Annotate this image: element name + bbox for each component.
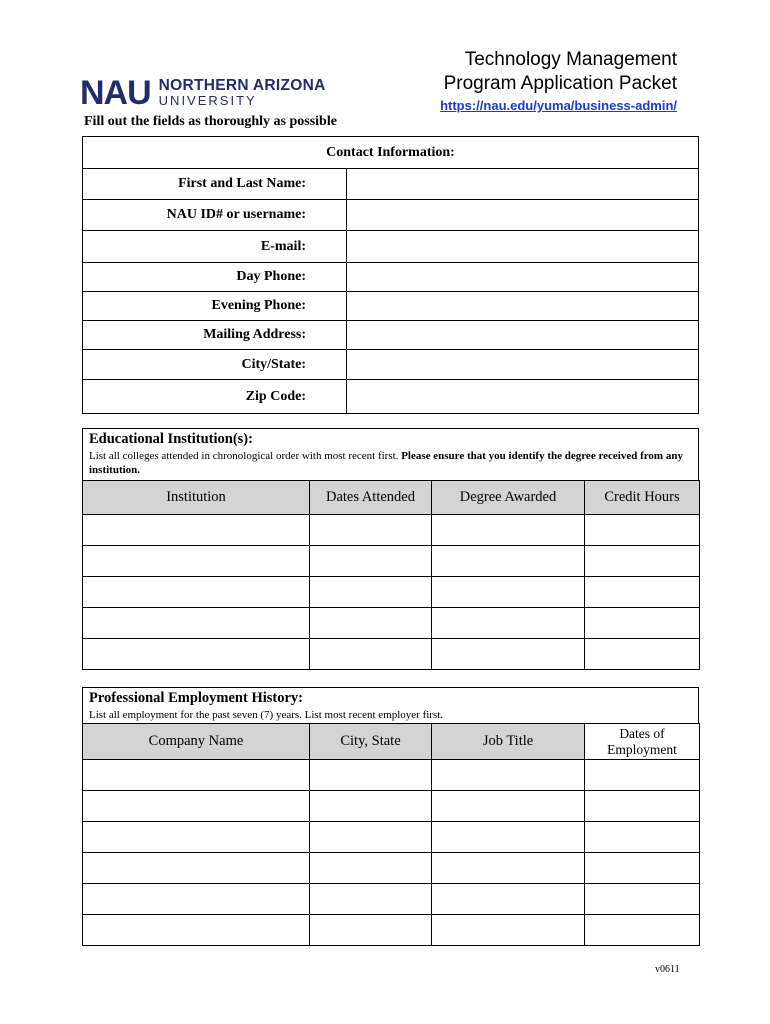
- zip-input[interactable]: [347, 380, 699, 414]
- col-dates-attended: Dates Attended: [310, 481, 432, 515]
- table-cell[interactable]: [83, 639, 310, 670]
- table-row: [83, 608, 700, 639]
- contact-heading: Contact Information:: [83, 137, 699, 169]
- title-line2: Program Application Packet: [443, 73, 677, 94]
- name-input[interactable]: [347, 169, 699, 200]
- employment-table: [82, 723, 700, 946]
- table-cell[interactable]: [585, 608, 700, 639]
- table-cell[interactable]: [83, 822, 310, 853]
- table-cell[interactable]: [585, 515, 700, 546]
- education-section: [82, 428, 699, 482]
- nau-id-input[interactable]: [347, 200, 699, 231]
- table-row: [83, 639, 700, 670]
- table-cell[interactable]: [310, 853, 432, 884]
- table-cell[interactable]: [310, 791, 432, 822]
- intro-text: Fill out the fields as thoroughly as possible: [84, 114, 337, 129]
- table-cell[interactable]: [83, 608, 310, 639]
- logo-text: [159, 78, 326, 108]
- table-cell[interactable]: [83, 791, 310, 822]
- table-cell[interactable]: [310, 915, 432, 946]
- table-cell[interactable]: [83, 546, 310, 577]
- logo-line2: UNIVERSITY: [158, 93, 257, 109]
- mailing-address-input[interactable]: [347, 321, 699, 350]
- table-row: [83, 577, 700, 608]
- table-cell[interactable]: [585, 639, 700, 670]
- program-link[interactable]: https://nau.edu/yuma/business-admin/: [440, 98, 677, 113]
- table-row: [83, 822, 700, 853]
- table-cell[interactable]: [83, 884, 310, 915]
- field-label: Zip Code:: [83, 380, 347, 414]
- table-cell[interactable]: [432, 915, 585, 946]
- table-cell[interactable]: [310, 822, 432, 853]
- table-row: [83, 884, 700, 915]
- table-cell[interactable]: [585, 884, 700, 915]
- table-cell[interactable]: [310, 639, 432, 670]
- table-cell[interactable]: [432, 639, 585, 670]
- table-row: [83, 760, 700, 791]
- field-label: Evening Phone:: [83, 292, 347, 321]
- table-cell[interactable]: [83, 577, 310, 608]
- col-company-name: Company Name: [83, 724, 310, 760]
- col-degree-awarded: Degree Awarded: [432, 481, 585, 515]
- table-cell[interactable]: [432, 546, 585, 577]
- table-cell[interactable]: [585, 791, 700, 822]
- table-cell[interactable]: [310, 884, 432, 915]
- table-cell[interactable]: [310, 760, 432, 791]
- nau-logo: [80, 76, 326, 110]
- col-dates-of-employment: Dates of Employment: [585, 724, 700, 760]
- table-cell[interactable]: [83, 760, 310, 791]
- table-cell[interactable]: [83, 915, 310, 946]
- table-cell[interactable]: [432, 760, 585, 791]
- field-label: Day Phone:: [83, 263, 347, 292]
- employment-instruction: List all employment for the past seven (7) years. List most recent employer first.: [89, 709, 444, 721]
- table-row: [83, 515, 700, 546]
- logo-line1: NORTHERN ARIZONA: [158, 77, 326, 95]
- table-cell[interactable]: [83, 853, 310, 884]
- table-cell[interactable]: [310, 515, 432, 546]
- col-institution: Institution: [83, 481, 310, 515]
- education-table: [82, 480, 700, 670]
- col-job-title: Job Title: [432, 724, 585, 760]
- field-label: Mailing Address:: [83, 321, 347, 350]
- page-title: [440, 48, 677, 116]
- table-row: [83, 791, 700, 822]
- evening-phone-input[interactable]: [347, 292, 699, 321]
- logo-mark: NAU: [80, 74, 151, 112]
- table-cell[interactable]: [432, 822, 585, 853]
- table-cell[interactable]: [432, 853, 585, 884]
- city-state-input[interactable]: [347, 350, 699, 380]
- field-label: NAU ID# or username:: [83, 200, 347, 231]
- table-cell[interactable]: [432, 577, 585, 608]
- field-label: City/State:: [83, 350, 347, 380]
- day-phone-input[interactable]: [347, 263, 699, 292]
- table-cell[interactable]: [432, 791, 585, 822]
- col-credit-hours: Credit Hours: [585, 481, 700, 515]
- col-city-state: City, State: [310, 724, 432, 760]
- table-row: [83, 546, 700, 577]
- table-cell[interactable]: [432, 515, 585, 546]
- field-label: First and Last Name:: [83, 169, 347, 200]
- field-label: E-mail:: [83, 231, 347, 263]
- table-cell[interactable]: [310, 608, 432, 639]
- table-cell[interactable]: [310, 546, 432, 577]
- table-cell[interactable]: [585, 546, 700, 577]
- title-line1: Technology Management: [464, 49, 677, 70]
- table-cell[interactable]: [432, 884, 585, 915]
- email-input[interactable]: [347, 231, 699, 263]
- version-label: v0611: [655, 964, 680, 975]
- employment-title: Professional Employment History:: [89, 690, 303, 706]
- table-row: [83, 915, 700, 946]
- table-cell[interactable]: [432, 608, 585, 639]
- table-row: [83, 853, 700, 884]
- table-cell[interactable]: [585, 822, 700, 853]
- education-instruction: List all colleges attended in chronological order with most recent first. Please ensure that you identify the degree received from any institution.: [89, 450, 683, 476]
- table-cell[interactable]: [83, 515, 310, 546]
- table-cell[interactable]: [585, 915, 700, 946]
- table-cell[interactable]: [585, 853, 700, 884]
- education-title: Educational Institution(s):: [89, 431, 253, 447]
- contact-table: [82, 136, 699, 414]
- employment-section: [82, 687, 699, 725]
- table-cell[interactable]: [585, 760, 700, 791]
- table-cell[interactable]: [310, 577, 432, 608]
- table-cell[interactable]: [585, 577, 700, 608]
